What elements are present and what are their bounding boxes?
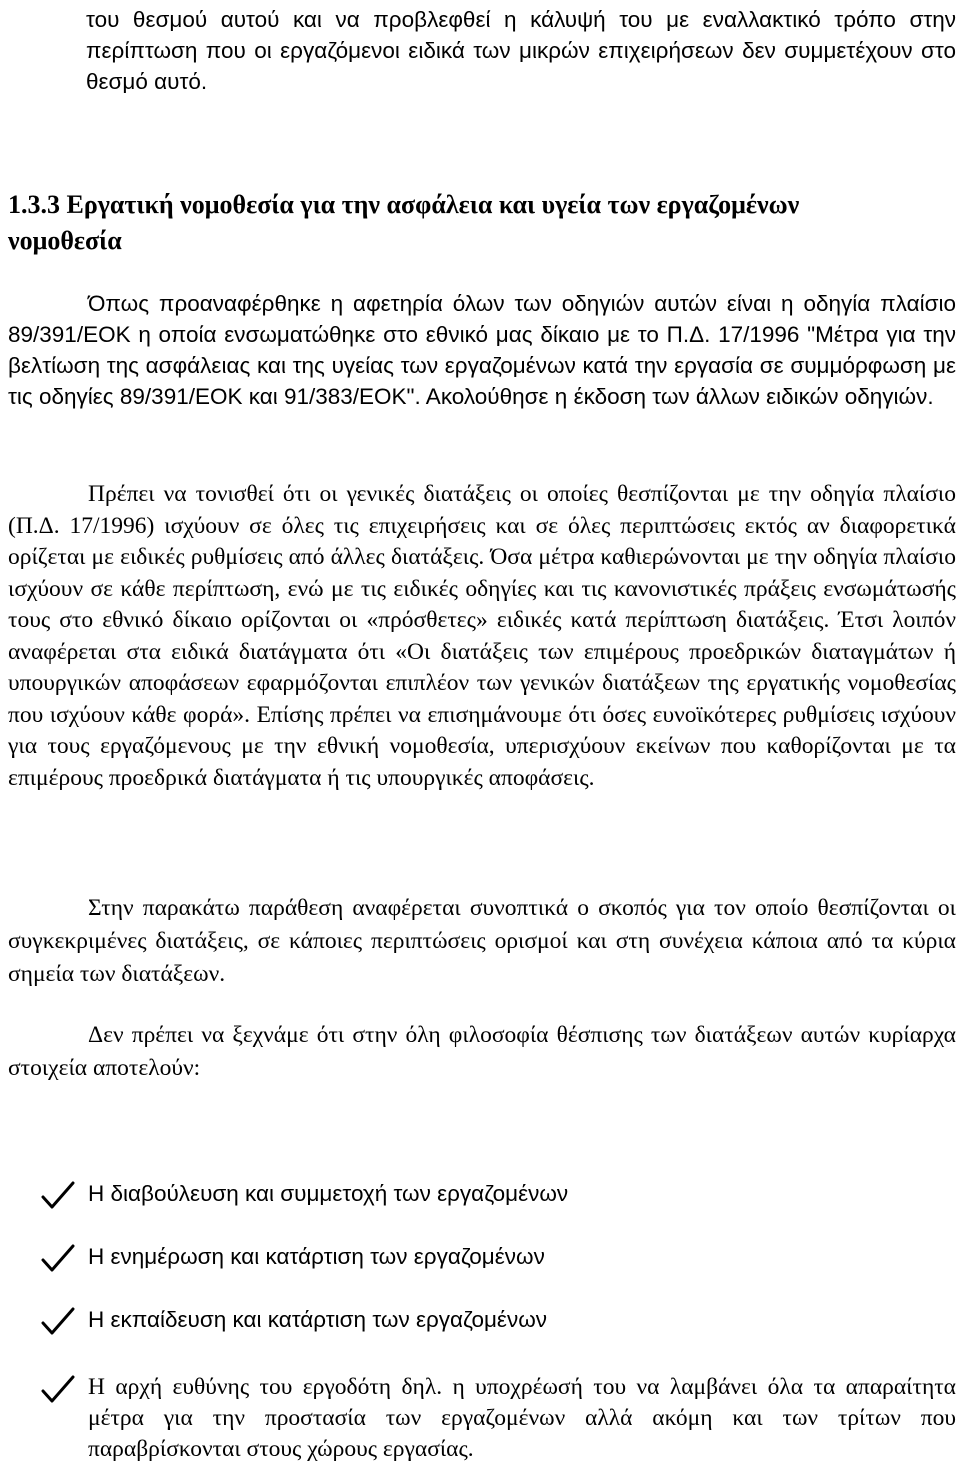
checklist-item <box>40 1241 956 1273</box>
checklist-item <box>40 1178 956 1210</box>
checklist-item <box>40 1372 956 1465</box>
paragraph-4: Δεν πρέπει να ξεχνάμε ότι στην όλη φιλοσοφία θέσπισης των διατάξεων αυτών κυρίαρχα στοιχεία αποτελούν: <box>8 1022 956 1081</box>
checklist-item-text: Η εκπαίδευση και κατάρτιση των εργαζομένων <box>88 1307 548 1332</box>
checklist-item-text: Η διαβούλευση και συμμετοχή των εργαζομένων <box>88 1181 569 1206</box>
paragraph-2: Πρέπει να τονισθεί ότι οι γενικές διατάξεις οι οποίες θεσπίζονται με την οδηγία πλαίσιο (Π.Δ. 17/1996) ισχύουν σε όλες τις επιχειρήσεις και σε όλες περιπτώσεις εκτός αν διαφορετικά ορίζεται με ειδικές ρυθμίσεις από άλλες διατάξεις. Όσα μέτρα καθιερώνονται με την οδηγία πλαίσιο ισχύουν σε κάθε περίπτωση, ενώ με τις ειδικές οδηγίες και τις κανονιστικές πράξεις ενσωμάτωσής τους στο εθνικό δίκαιο ορίζονται οι «πρόσθετες» ειδικές κατά περίπτωση διατάξεις. Έτσι λοιπόν αναφέρεται στα ειδικά διατάγματα ότι «Οι διατάξεις των επιμέρους προεδρικών διαταγμάτων ή υπουργικών αποφάσεων εφαρμόζονται επιπλέον των γενικών διατάξεων της εργατικής νομοθεσίας που ισχύουν κάθε φορά». Επίσης πρέπει να επισημάνουμε ότι όσες ευνοϊκότερες ρυθμίσεις ισχύουν για τους εργαζόμενους με την εθνική νομοθεσία, υπερισχύουν εκείνων που καθορίζονται με τα επιμέρους προεδρικά διατάγματα ή τις υπουργικές αποφάσεις. <box>8 481 956 791</box>
checklist-item-text: Η αρχή ευθύνης του εργοδότη δηλ. η υποχρέωσή του να λαμβάνει όλα τα απαραίτητα μέτρα για την προστασία των εργαζομένων αλλά ακόμη και των τρίτων που παραβρίσκονται στους χώρους εργασίας. <box>88 1374 956 1462</box>
paragraph-3: Στην παρακάτω παράθεση αναφέρεται συνοπτικά ο σκοπός για τον οποίο θεσπίζονται οι συγκεκριμένες διατάξεις, σε κάποιες περιπτώσεις ορισμοί και στη συνέχεια κάποια από τα κύρια σημεία των διατάξεων. <box>8 895 956 987</box>
checkmark-icon <box>40 1374 76 1404</box>
checklist-item <box>40 1304 956 1336</box>
paragraph-1: Όπως προαναφέρθηκε η αφετηρία όλων των οδηγιών αυτών είναι η οδηγία πλαίσιο 89/391/ΕΟΚ η οποία ενσωματώθηκε στο εθνικό μας δίκαιο με το Π.Δ. 17/1996 "Μέτρα για την βελτίωση της ασφάλειας και της υγείας των εργαζομένων κατά την εργασία σε συμμόρφωση με τις οδηγίες 89/391/ΕΟΚ και 91/383/ΕΟΚ". Ακολούθησε η έκδοση των άλλων ειδικών οδηγιών. <box>8 291 956 409</box>
intro-paragraph: του θεσμού αυτού και να προβλεφθεί η κάλυψή του με εναλλακτικό τρόπο στην περίπτωση που οι εργαζόμενοι ειδικά των μικρών επιχειρήσεων δεν συμμετέχουν στο θεσμό αυτό. <box>86 7 956 94</box>
checkmark-icon <box>40 1180 76 1210</box>
checkmark-icon <box>40 1243 76 1273</box>
checklist-item-text: Η ενημέρωση και κατάρτιση των εργαζομένων <box>88 1244 545 1269</box>
section-heading: 1.3.3 Εργατική νομοθεσία για την ασφάλεια και υγεία των εργαζομένων νομοθεσία <box>8 190 800 255</box>
checkmark-icon <box>40 1306 76 1336</box>
